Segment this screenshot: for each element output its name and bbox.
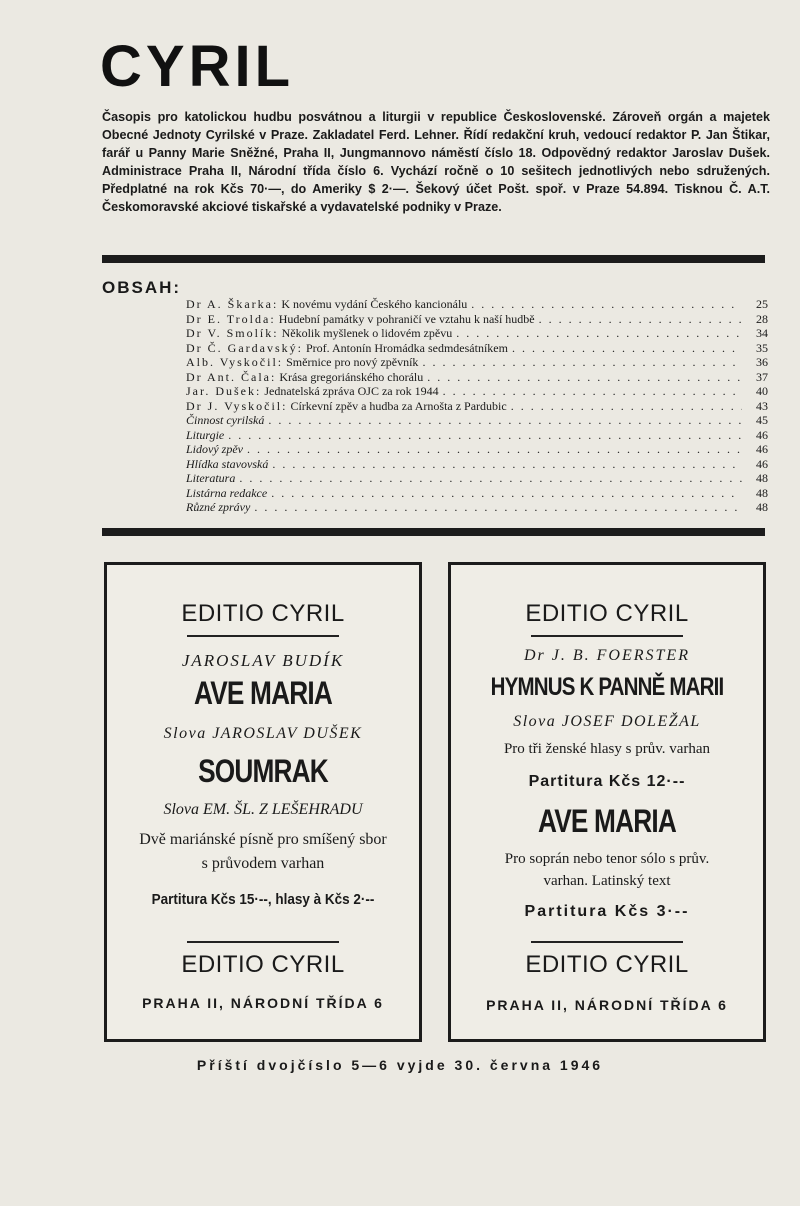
lyricist-credit: Slova JOSEF DOLEŽAL	[513, 713, 701, 730]
entry-page-number: 40	[756, 384, 768, 398]
price-info: Partitura Kčs 12·--	[528, 773, 686, 790]
contents-entry	[186, 471, 768, 486]
work-description: s průvodem varhan	[201, 855, 325, 872]
dot-leader	[254, 500, 742, 515]
contents-entry	[186, 326, 768, 341]
entry-title: Hlídka stavovská	[186, 456, 269, 471]
publisher-name: EDITIO CYRIL	[181, 600, 345, 627]
entry-page-number: 48	[756, 500, 768, 514]
publisher-address: PRAHA II, NÁRODNÍ TŘÍDA 6	[142, 995, 384, 1011]
entry-page-number: 45	[756, 413, 768, 427]
work-description: varhan. Latinský text	[543, 873, 671, 889]
dot-leader	[228, 428, 742, 443]
dot-leader	[443, 384, 742, 399]
composer-name: JAROSLAV BUDÍK	[181, 651, 345, 670]
contents-entry	[186, 370, 768, 385]
work-description: Dvě mariánské písně pro smíšený sbor	[139, 831, 387, 848]
entry-title: Několik myšlenek o lidovém zpěvu	[281, 326, 453, 340]
entry-page-number: 37	[756, 369, 768, 384]
entry-page-number: 46	[756, 427, 768, 442]
next-issue-notice: Příští dvojčíslo 5—6 vyjde 30. června 1946	[196, 1057, 604, 1073]
entry-author: Jar. Dušek:	[186, 384, 262, 398]
entry-title: Lidový zpěv	[186, 442, 243, 456]
contents-entry	[186, 312, 768, 327]
divider-line	[187, 635, 339, 637]
contents-heading: OBSAH:	[102, 278, 182, 297]
entry-title: Listárna redakce	[186, 485, 268, 500]
work-title: AVE MARIA	[538, 803, 676, 839]
work-title: SOUMRAK	[198, 753, 328, 789]
dot-leader	[427, 370, 742, 385]
contents-entry	[186, 413, 768, 428]
advert-budik	[104, 562, 422, 1042]
dot-leader	[422, 355, 742, 370]
advert-foerster	[448, 562, 766, 1042]
entry-title: Církevní zpěv a hudba za Arnošta z Pardubic	[290, 398, 507, 413]
work-description: Pro soprán nebo tenor sólo s prův.	[504, 851, 710, 867]
entry-author: Dr A. Škarka:	[186, 297, 279, 311]
divider-line	[187, 941, 339, 943]
contents-entry	[186, 457, 768, 472]
work-description: Pro tři ženské hlasy s prův. varhan	[503, 741, 711, 757]
contents-entry	[186, 500, 768, 515]
price-info: Partitura Kčs 3·--	[524, 903, 690, 920]
entry-page-number: 46	[756, 442, 768, 456]
price-info: Partitura Kčs 15·--, hlasy à Kčs 2·--	[151, 891, 375, 908]
entry-author: Dr Č. Gardavský:	[186, 340, 303, 355]
journal-title: CYRIL	[100, 34, 294, 99]
dot-leader	[239, 471, 742, 486]
table-of-contents	[186, 297, 768, 515]
entry-title: Krása gregoriánského chorálu	[279, 369, 424, 384]
contents-entry	[186, 355, 768, 370]
publisher-name: EDITIO CYRIL	[525, 600, 689, 627]
entry-author: Dr E. Trolda:	[186, 311, 276, 326]
entry-title: Jednatelská zpráva OJC za rok 1944	[264, 384, 439, 398]
dot-leader	[272, 457, 742, 472]
entry-title: Prof. Antonín Hromádka sedmdesátníkem	[305, 340, 508, 355]
contents-entry	[186, 399, 768, 414]
lyricist-credit: Slova JAROSLAV DUŠEK	[163, 725, 363, 742]
composer-name: Dr J. B. FOERSTER	[524, 647, 690, 664]
contents-entry	[186, 384, 768, 399]
dot-leader	[512, 341, 742, 356]
entry-title: Různé zprávy	[186, 500, 251, 514]
journal-masthead-text: Časopis pro katolickou hudbu posvátnou a liturgii v republice Československé. Zároveň orgán a majetek Obecné Jednoty Cyrilské v Praze. Zakladatel Ferd. Lehner. Řídí redakční kruh, vedoucí redaktor P. Jan Štikar, farář u Panny Marie Sněžné, Praha II, Jungmannovo náměstí číslo 18. Odpovědný redaktor Jaroslav Dušek. Administrace Praha II, Národní třída číslo 6. Vychází ročně o 10 sešitech jednotlivých nebo sdružených. Předplatné na rok Kčs 70·—, do Ameriky $ 2·—. Šekový účet Pošt. spoř. v Praze 54.894. Tisknou Č. A.T. Českomoravské akciové tiskařské a vydavatelské podniky v Praze.	[102, 110, 770, 214]
entry-title: K novému vydání Českého kancionálu	[281, 297, 468, 311]
dot-leader	[471, 297, 742, 312]
entry-author: Dr Ant. Čala:	[186, 369, 277, 384]
dot-leader	[456, 326, 742, 341]
entry-title: Liturgie	[186, 427, 225, 442]
entry-title: Směrnice pro nový zpěvník	[286, 355, 419, 369]
dot-leader	[247, 442, 742, 457]
entry-page-number: 46	[756, 456, 768, 471]
dot-leader	[271, 486, 742, 501]
contents-entry	[186, 297, 768, 312]
entry-page-number: 28	[756, 311, 768, 326]
contents-entry	[186, 486, 768, 501]
entry-author: Dr J. Vyskočil:	[186, 398, 288, 413]
contents-entry	[186, 341, 768, 356]
lyricist-credit: Slova EM. ŠL. Z LEŠEHRADU	[163, 801, 363, 818]
dot-leader	[511, 399, 742, 414]
work-title: HYMNUS K PANNĚ MARII	[490, 673, 724, 701]
entry-page-number: 35	[756, 340, 768, 355]
publisher-address: PRAHA II, NÁRODNÍ TŘÍDA 6	[486, 997, 728, 1013]
publisher-name: EDITIO CYRIL	[181, 951, 345, 978]
divider-rule	[102, 255, 765, 263]
divider-line	[531, 635, 683, 637]
dot-leader	[268, 413, 742, 428]
entry-page-number: 48	[756, 485, 768, 500]
entry-title: Literatura	[186, 471, 236, 485]
divider-line	[531, 941, 683, 943]
entry-page-number: 36	[756, 355, 768, 369]
divider-rule	[102, 528, 765, 536]
entry-page-number: 48	[756, 471, 768, 485]
entry-title: Činnost cyrilská	[186, 413, 265, 427]
entry-title: Hudební památky v pohraničí ve vztahu k naší hudbě	[278, 311, 535, 326]
contents-entry	[186, 442, 768, 457]
entry-author: Dr V. Smolík:	[186, 326, 279, 340]
entry-page-number: 25	[756, 297, 768, 311]
dot-leader	[539, 312, 742, 327]
publisher-name: EDITIO CYRIL	[525, 951, 689, 978]
work-title: AVE MARIA	[194, 675, 332, 711]
entry-author: Alb. Vyskočil:	[186, 355, 284, 369]
entry-page-number: 34	[756, 326, 768, 340]
entry-page-number: 43	[756, 398, 768, 413]
contents-entry	[186, 428, 768, 443]
